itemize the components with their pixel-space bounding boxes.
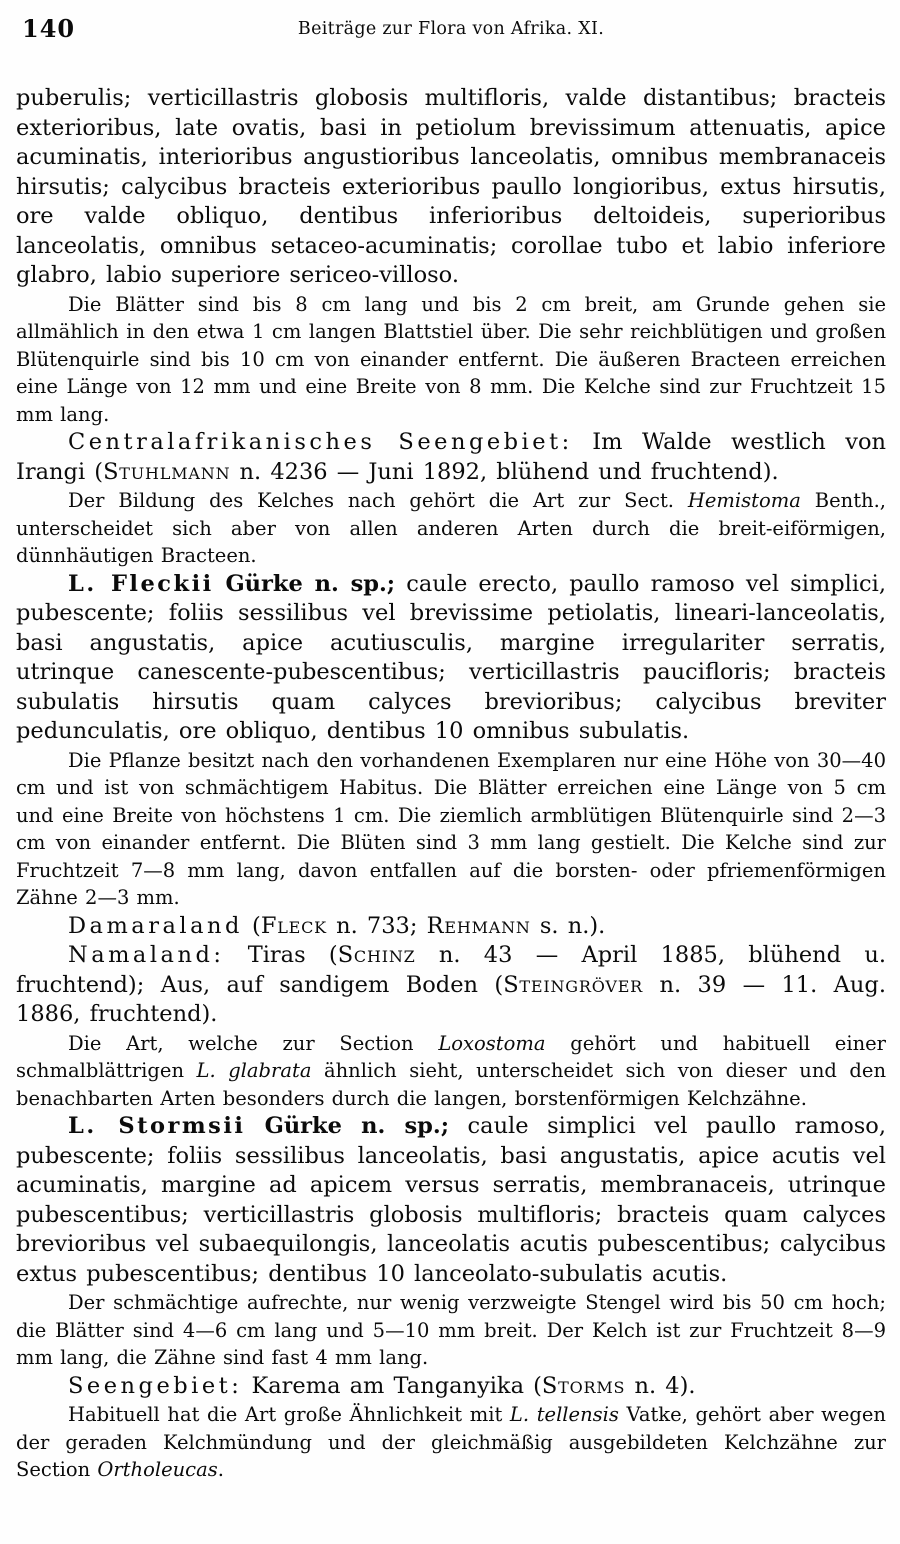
text-segment: Die Blätter sind bis 8 cm lang und bis 2 cm breit, am Grunde gehen sie allmählich in den etwa 1 cm langen Blattstiel über. Die sehr reichblütigen und großen Blütenquirle sind bis 10 cm von einander entfernt. Die äußeren Bracteen erreichen eine Länge von 12 mm und eine Breite von 8 mm. Die Kelche sind zur Fruchtzeit 15 mm lang. xyxy=(16,292,886,426)
page-header xyxy=(16,12,886,46)
text-segment: caule simplici vel paullo ramoso, pubescente; foliis sessilibus lanceolatis, basi angustatis, apice acutis vel acuminatis, margine ad apicem versus serratis, membranaceis, utrinque pubescentibus; verticillastris globosis multifloris; bracteis quam calyces brevioribus vel subaequilongis, lanceolatis acutis pubescentibus; calycibus extus pubescentibus; dentibus 10 lanceolato-subulatis acutis. xyxy=(16,1113,887,1287)
page-number: 140 xyxy=(22,14,76,43)
locality-heading: Damaraland xyxy=(68,912,243,939)
text-segment: Tiras ( xyxy=(224,942,338,968)
paragraph xyxy=(16,291,886,429)
text-segment: Die Pflanze besitzt nach den vorhandenen Exemplaren nur eine Höhe von 30—40 cm und ist von schmächtigem Habitus. Die Blätter erreichen eine Länge von 5 cm und eine Breite von höchstens 1 cm. Die ziemlich armblütigen Blütenquirle sind 2—3 cm von einander entfernt. Die Blüten sind 3 mm lang gestielt. Die Kelche sind zur Fruchtzeit 7—8 mm lang, davon entfallen auf die borsten- oder pfriemenförmigen Zähne 2—3 mm. xyxy=(16,748,886,909)
taxon-name: L. tellensis xyxy=(509,1403,619,1426)
text-segment: Im Walde westlich von Irangi ( xyxy=(16,429,886,485)
paragraph xyxy=(16,941,886,1030)
collector-name: Storms xyxy=(541,1372,626,1399)
paragraph xyxy=(16,570,886,747)
text-segment: Karema am Tanganyika ( xyxy=(242,1372,542,1399)
page-body xyxy=(16,84,886,1484)
text-segment: s. n.). xyxy=(530,912,606,939)
species-author: Gürke n. sp.; xyxy=(213,570,396,597)
text-segment: n. 733; xyxy=(326,912,427,939)
text-segment: Habituell hat die Art große Ähnlichkeit mit xyxy=(68,1403,510,1426)
text-segment: Die Art, welche zur Section xyxy=(68,1031,439,1055)
paragraph xyxy=(16,1401,886,1484)
locality-heading: Namaland: xyxy=(68,942,225,968)
text-segment: . xyxy=(217,1458,224,1481)
text-segment: Der schmächtige aufrechte, nur wenig verzweigte Stengel wird bis 50 cm hoch; die Blätter sind 4—6 cm lang und 5—10 mm breit. Der Kelch ist zur Fruchtzeit 8—9 mm lang, die Zähne sind fast 4 mm lang. xyxy=(16,1291,886,1369)
paragraph xyxy=(16,1030,886,1113)
paragraph xyxy=(16,912,886,942)
paragraph xyxy=(16,1289,886,1372)
text-segment: gehört und habituell einer schmalblättrigen xyxy=(16,1031,886,1082)
species-name: L. Fleckii xyxy=(68,570,214,597)
collector-name: Stuhlmann xyxy=(103,458,231,485)
taxon-name: Ortholeucas xyxy=(97,1458,218,1481)
collector-name: Rehmann xyxy=(426,912,531,939)
taxon-name: Loxostoma xyxy=(438,1031,546,1055)
species-author: Gürke n. sp.; xyxy=(245,1113,450,1139)
paragraph xyxy=(16,428,886,487)
paragraph xyxy=(16,747,886,912)
text-segment: caule erecto, paullo ramoso vel simplici, pubescente; foliis sessilibus vel brevissime petiolatis, lineari-lanceolatis, basi angustatis, apice acutiusculis, margine irregulariter serratis, utrinque canescente-pubescentibus; verticillastris paucifloris; bracteis subulatis hirsutis quam calyces brevioribus; calycibus breviter pedunculatis, ore obliquo, dentibus 10 omnibus subulatis. xyxy=(16,570,886,744)
paragraph xyxy=(16,1372,886,1402)
locality-heading: Seengebiet: xyxy=(68,1372,243,1399)
text-segment: puberulis; verticillastris globosis multifloris, valde distantibus; bracteis exterioribus, late ovatis, basi in petiolum brevissimum attenuatis, apice acuminatis, interioribus angustioribus lanceolatis, omnibus membranaceis hirsutis; calycibus bracteis exterioribus paullo longioribus, extus hirsutis, ore valde obliquo, dentibus inferioribus deltoideis, superioribus lanceolatis, omnibus setaceo-acuminatis; corollae tubo et labio inferiore glabro, labio superiore sericeo-villoso. xyxy=(16,85,886,288)
text-segment: ähnlich sieht, unterscheidet sich von dieser und den benachbarten Arten besonders durch die langen, borstenförmigen Kelchzähne. xyxy=(16,1059,887,1110)
paragraph xyxy=(16,487,886,570)
text-segment: n. 43 — April 1885, blühend u. fruchtend); Aus, auf sandigem Boden ( xyxy=(16,942,886,998)
locality-heading: Centralafrikanisches Seengebiet: xyxy=(68,429,573,455)
taxon-name: L. glabrata xyxy=(196,1059,312,1082)
text-segment: Vatke, gehört aber wegen der geraden Kelchmündung und der gleichmäßig ausgebildeten Kelchzähne zur Section xyxy=(16,1403,886,1481)
collector-name: Schinz xyxy=(337,942,416,968)
paragraph xyxy=(16,1112,886,1289)
collector-name: Fleck xyxy=(260,912,327,939)
running-title: Beiträge zur Flora von Afrika. XI. xyxy=(297,19,605,39)
text-segment: n. 39 — 11. Aug. 1886, fruchtend). xyxy=(16,971,886,1027)
paragraph xyxy=(16,84,886,291)
collector-name: Steingröver xyxy=(503,971,644,998)
species-name: L. Stormsii xyxy=(68,1113,246,1139)
taxon-name: Hemistoma xyxy=(687,489,801,512)
text-segment: n. 4). xyxy=(625,1372,696,1399)
text-segment: ( xyxy=(242,912,261,939)
text-segment: n. 4236 — Juni 1892, blühend und fruchtend). xyxy=(230,458,779,485)
text-segment: Der Bildung des Kelches nach gehört die Art zur Sect. xyxy=(68,489,688,512)
text-segment: Benth., unterscheidet sich aber von allen anderen Arten durch die breit-eiförmigen, dünnhäutigen Bracteen. xyxy=(16,489,886,567)
